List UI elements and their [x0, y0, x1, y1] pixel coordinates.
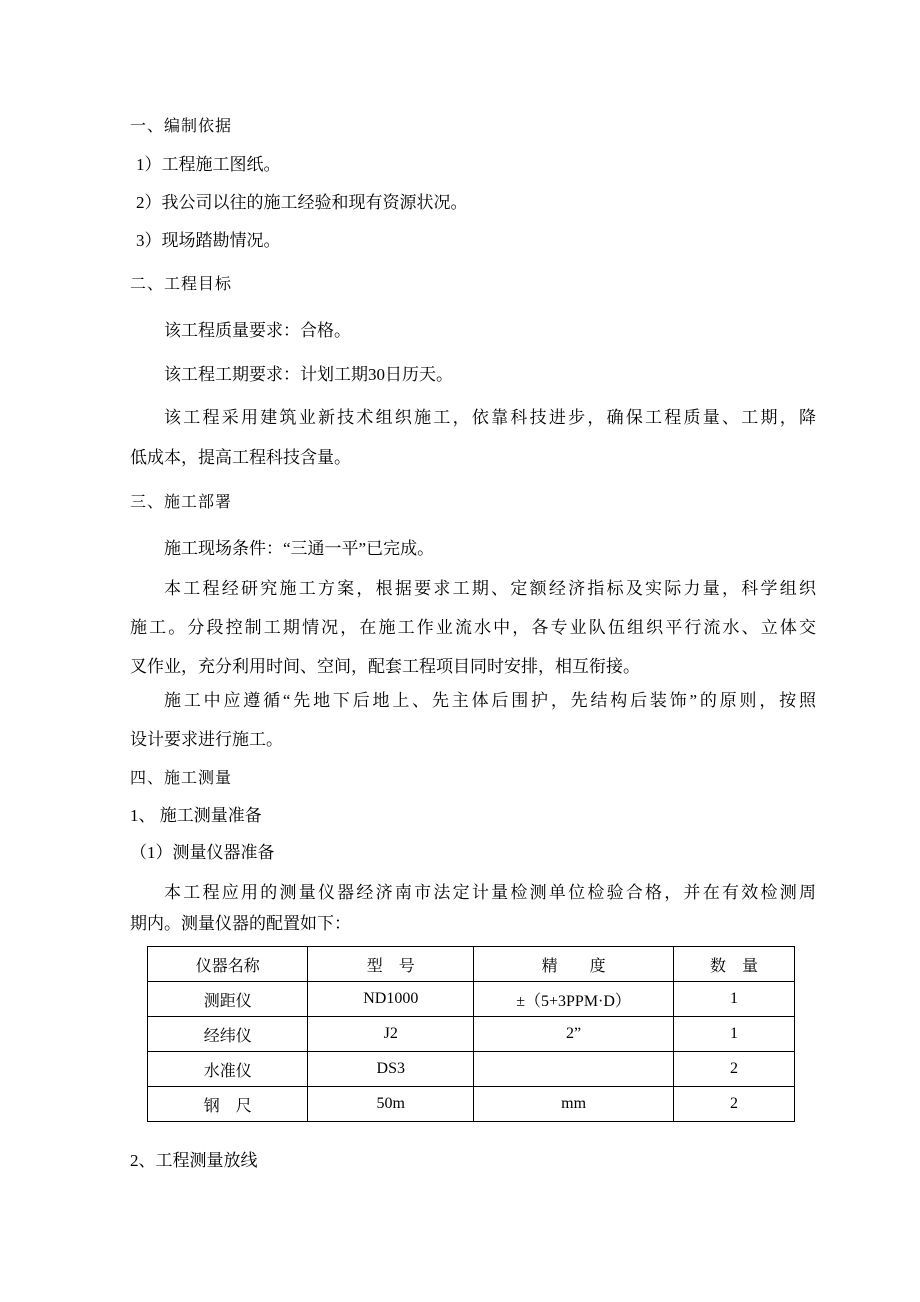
section-4-subheading-2: 2、工程测量放线 — [130, 1151, 258, 1170]
section-3-paragraph-3-line-1: 施工中应遵循“先地下后地上、先主体后围护，先结构后装饰”的原则，按照 — [164, 691, 816, 710]
section-2-paragraph-3-line-1: 该工程采用建筑业新技术组织施工，依靠科技进步，确保工程质量、工期，降 — [164, 408, 816, 427]
section-1-item-3: 3）现场踏勘情况。 — [136, 231, 281, 250]
table-row — [148, 982, 795, 1017]
header-quantity: 数 量 — [674, 947, 795, 982]
instrument-table — [147, 946, 795, 1122]
table-row — [148, 1017, 795, 1052]
header-model: 型 号 — [308, 947, 474, 982]
section-4-subheading-1: 1、 施工测量准备 — [130, 806, 262, 825]
cell-precision: mm — [474, 1087, 674, 1122]
cell-model: 50m — [308, 1087, 474, 1122]
cell-model: DS3 — [308, 1052, 474, 1087]
table-row — [148, 1052, 795, 1087]
cell-quantity: 2 — [674, 1087, 795, 1122]
cell-precision: ±（5+3PPM·D） — [474, 982, 674, 1017]
cell-instrument-name: 水准仪 — [148, 1052, 308, 1087]
section-3-paragraph-1: 施工现场条件：“三通一平”已完成。 — [164, 539, 435, 558]
section-4-title: 四、施工测量 — [130, 770, 233, 787]
section-2-paragraph-2: 该工程工期要求：计划工期30日历天。 — [164, 365, 453, 384]
cell-instrument-name: 经纬仪 — [148, 1017, 308, 1052]
section-2-title: 二、工程目标 — [130, 276, 233, 293]
cell-instrument-name: 钢 尺 — [148, 1087, 308, 1122]
header-instrument-name: 仪器名称 — [148, 947, 308, 982]
section-3-paragraph-2-line-1: 本工程经研究施工方案，根据要求工期、定额经济指标及实际力量，科学组织 — [164, 579, 816, 598]
cell-precision: 2” — [474, 1017, 674, 1052]
cell-instrument-name: 测距仪 — [148, 982, 308, 1017]
section-4-paragraph-1-line-2: 期内。测量仪器的配置如下： — [130, 914, 351, 933]
section-3-paragraph-2-line-3: 叉作业，充分利用时间、空间，配套工程项目同时安排，相互衔接。 — [130, 657, 640, 676]
section-3-title: 三、施工部署 — [130, 494, 233, 511]
cell-model: ND1000 — [308, 982, 474, 1017]
section-1-item-2: 2）我公司以往的施工经验和现有资源状况。 — [136, 193, 468, 212]
table-row — [148, 1087, 795, 1122]
section-3-paragraph-2-line-2: 施工。分段控制工期情况，在施工作业流水中，各专业队伍组织平行流水、立体交 — [130, 618, 816, 637]
cell-quantity: 2 — [674, 1052, 795, 1087]
section-2-paragraph-3-line-2: 低成本，提高工程科技含量。 — [130, 448, 351, 467]
section-2-paragraph-1: 该工程质量要求：合格。 — [164, 321, 351, 340]
cell-quantity: 1 — [674, 982, 795, 1017]
header-precision: 精 度 — [474, 947, 674, 982]
section-4-paragraph-1-line-1: 本工程应用的测量仪器经济南市法定计量检测单位检验合格，并在有效检测周 — [164, 883, 816, 902]
cell-quantity: 1 — [674, 1017, 795, 1052]
table-header-row — [148, 947, 795, 982]
section-3-paragraph-3-line-2: 设计要求进行施工。 — [130, 730, 283, 749]
cell-model: J2 — [308, 1017, 474, 1052]
section-1-item-1: 1）工程施工图纸。 — [136, 155, 281, 174]
cell-precision — [474, 1052, 674, 1087]
section-1-title: 一、编制依据 — [130, 118, 233, 135]
section-4-subheading-1-1: （1）测量仪器准备 — [130, 843, 275, 862]
